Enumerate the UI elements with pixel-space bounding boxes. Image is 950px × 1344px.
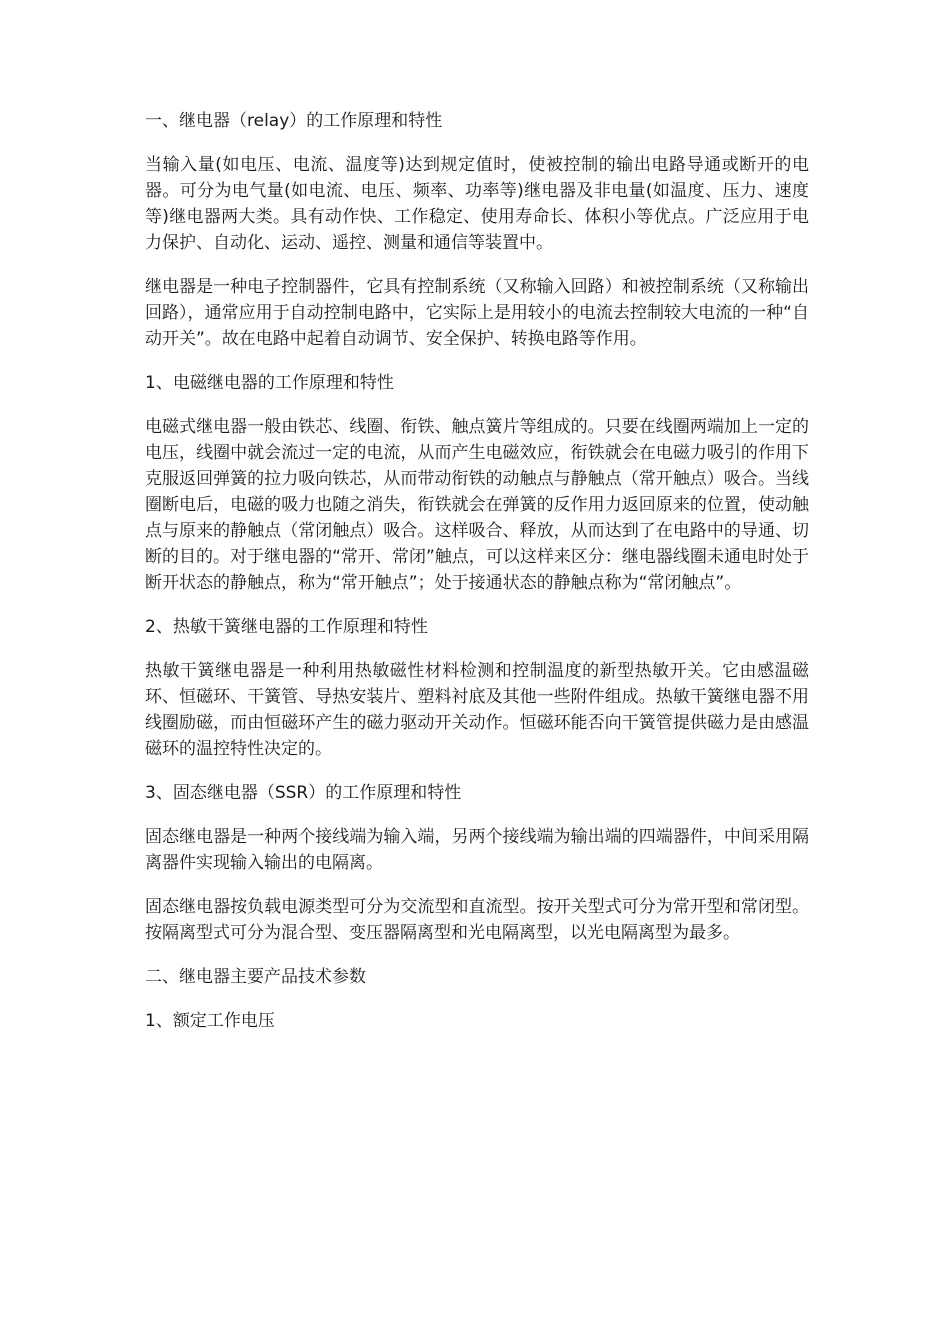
paragraph-ssr-types: 固态继电器按负载电源类型可分为交流型和直流型。按开关型式可分为常开型和常闭型。按隔离型式可分为混合型、变压器隔离型和光电隔离型，以光电隔离型为最多。 (145, 897, 809, 943)
subsection-heading-electromagnetic: 1、电磁继电器的工作原理和特性 (145, 373, 394, 393)
subsection-heading-ssr: 3、固态继电器（SSR）的工作原理和特性 (145, 783, 462, 803)
section-heading-parameters: 二、继电器主要产品技术参数 (145, 967, 366, 987)
paragraph-thermal-reed: 热敏干簧继电器是一种利用热敏磁性材料检测和控制温度的新型热敏开关。它由感温磁环、恒磁环、干簧管、导热安装片、塑料衬底及其他一些附件组成。热敏干簧继电器不用线圈励磁，而由恒磁环产生的磁力驱动开关动作。恒磁环能否向干簧管提供磁力是由感温磁环的温控特性决定的。 (145, 661, 809, 759)
paragraph-electromagnetic: 电磁式继电器一般由铁芯、线圈、衔铁、触点簧片等组成的。只要在线圈两端加上一定的电压，线圈中就会流过一定的电流，从而产生电磁效应，衔铁就会在电磁力吸引的作用下克服返回弹簧的拉力吸向铁芯，从而带动衔铁的动触点与静触点（常开触点）吸合。当线圈断电后，电磁的吸力也随之消失，衔铁就会在弹簧的反作用力返回原来的位置，使动触点与原来的静触点（常闭触点）吸合。这样吸合、释放，从而达到了在电路中的导通、切断的目的。对于继电器的“常开、常闭”触点，可以这样来区分：继电器线圈未通电时处于断开状态的静触点，称为“常开触点”；处于接通状态的静触点称为“常闭触点”。 (145, 417, 809, 593)
paragraph-ssr-structure: 固态继电器是一种两个接线端为输入端，另两个接线端为输出端的四端器件，中间采用隔离器件实现输入输出的电隔离。 (145, 827, 809, 873)
document-body (145, 108, 809, 1052)
paragraph-relay-control: 继电器是一种电子控制器件，它具有控制系统（又称输入回路）和被控制系统（又称输出回路），通常应用于自动控制电路中，它实际上是用较小的电流去控制较大电流的一种“自动开关”。故在电路中起着自动调节、安全保护、转换电路等作用。 (145, 277, 809, 349)
paragraph-relay-definition: 当输入量(如电压、电流、温度等)达到规定值时，使被控制的输出电路导通或断开的电器。可分为电气量(如电流、电压、频率、功率等)继电器及非电量(如温度、压力、速度等)继电器两大类。具有动作快、工作稳定、使用寿命长、体积小等优点。广泛应用于电力保护、自动化、运动、遥控、测量和通信等装置中。 (145, 155, 809, 253)
section-heading-relay-principle: 一、继电器（relay）的工作原理和特性 (145, 111, 443, 131)
subsection-heading-rated-voltage: 1、额定工作电压 (145, 1011, 275, 1031)
subsection-heading-thermal-reed: 2、热敏干簧继电器的工作原理和特性 (145, 617, 428, 637)
